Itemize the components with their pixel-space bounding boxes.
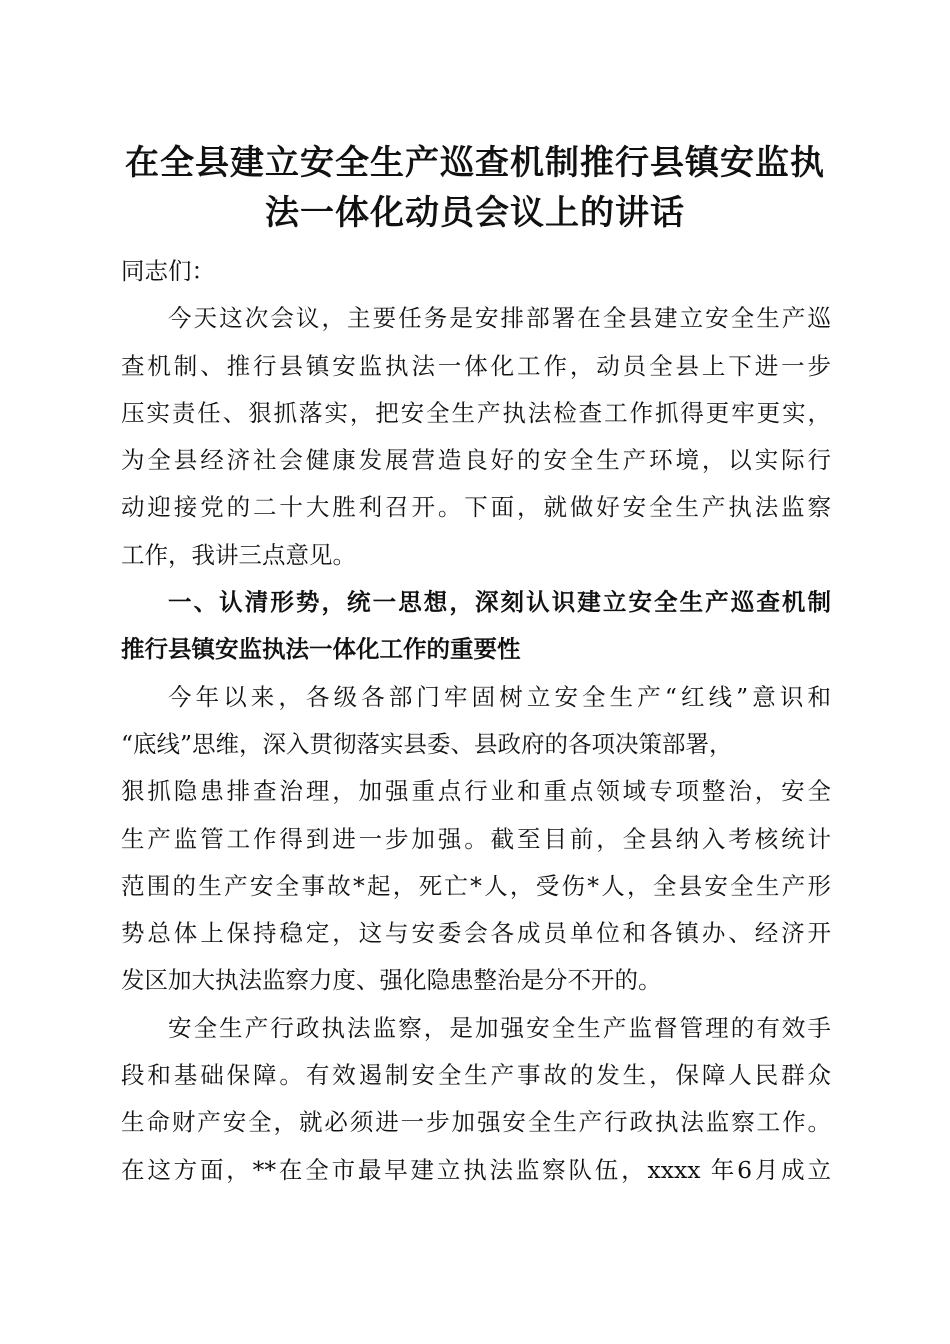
paragraph-line: 今年以来，各级各部门牢固树立安全生产“红线”意识和 <box>168 682 831 711</box>
paragraph-line: 范围的生产安全事故*起，死亡*人，受伤*人，全县安全生产形 <box>121 871 831 900</box>
paragraph-line: 势总体上保持稳定，这与安委会各成员单位和各镇办、经济开 <box>121 919 831 948</box>
salutation-text: 同志们： <box>121 257 215 285</box>
paragraph-line: 查机制、推行县镇安监执法一体化工作，动员全县上下进一步 <box>121 351 831 380</box>
paragraph-line: 为全县经济社会健康发展营造良好的安全生产环境，以实际行 <box>121 446 831 475</box>
paragraph-line: “底线”思维，深入贯彻落实县委、县政府的各项决策部署， <box>121 729 733 758</box>
paragraph-line: 压实责任、狠抓落实，把安全生产执法检查工作抓得更牢更实， <box>121 398 831 427</box>
paragraph-line: 狠抓隐患排查治理，加强重点行业和重点领域专项整治，安全 <box>121 777 831 806</box>
paragraph-line: 生命财产安全，就必须进一步加强安全生产行政执法监察工作。 <box>121 1108 831 1137</box>
paragraph-line: 工作，我讲三点意见。 <box>121 540 356 569</box>
title-line-2: 法一体化动员会议上的讲话 <box>265 193 685 233</box>
paragraph-line: 动迎接党的二十大胜利召开。下面，就做好安全生产执法监察 <box>121 493 831 522</box>
paragraph-line: 在这方面，**在全市最早建立执法监察队伍，xxxx 年6月成立 <box>121 1155 831 1184</box>
document-title <box>100 138 850 238</box>
paragraph-intro <box>121 295 831 579</box>
paragraph-line: 发区加大执法监察力度、强化隐患整治是分不开的。 <box>121 966 662 995</box>
paragraph-line: 段和基础保障。有效遏制安全生产事故的发生，保障人民群众 <box>121 1061 831 1090</box>
paragraph-line: 安全生产行政执法监察，是加强安全生产监督管理的有效手 <box>168 1013 831 1042</box>
document-body <box>121 248 831 1194</box>
salutation <box>121 248 831 295</box>
title-line-1: 在全县建立安全生产巡查机制推行县镇安监执 <box>125 143 825 183</box>
paragraph-line: 生产监管工作得到进一步加强。截至目前，全县纳入考核统计 <box>121 824 831 853</box>
section-heading-1 <box>121 579 831 674</box>
heading-line: 推行县镇安监执法一体化工作的重要性 <box>121 635 521 664</box>
paragraph-line: 今天这次会议，主要任务是安排部署在全县建立安全生产巡 <box>168 304 831 333</box>
heading-line: 一、认清形势，统一思想，深刻认识建立安全生产巡查机制 <box>168 588 831 617</box>
paragraph-situation <box>121 674 831 1005</box>
paragraph-enforcement <box>121 1005 831 1194</box>
